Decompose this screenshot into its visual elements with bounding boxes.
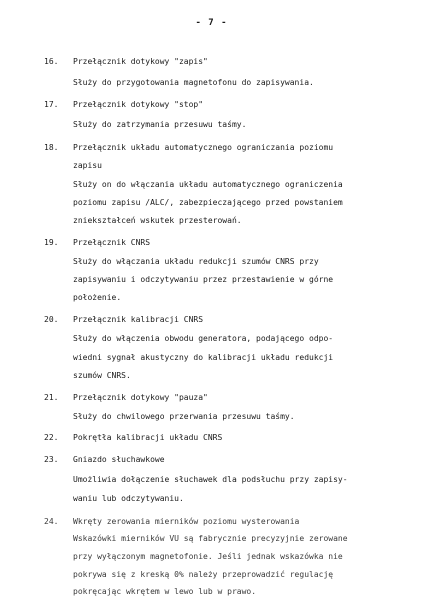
item-description-line: Służy do zatrzymania przesuwu taśmy. bbox=[73, 120, 247, 129]
item-title: Wkręty zerowania mierników poziomu wysterowania bbox=[73, 517, 300, 526]
page-number: - 7 - bbox=[195, 18, 228, 28]
item-description-line: Służy do przygotowania magnetofonu do zapisywania. bbox=[73, 78, 314, 87]
item-description-line: waniu lub odczytywaniu. bbox=[73, 494, 184, 503]
item-number: 23. bbox=[44, 455, 59, 464]
item-number: 18. bbox=[44, 143, 59, 152]
item-number: 21. bbox=[44, 393, 59, 402]
item-title: Pokrętła kalibracji układu CNRS bbox=[73, 433, 223, 442]
item-title: Przełącznik dotykowy "zapis" bbox=[73, 57, 208, 66]
item-description-line: Służy do włączania układu redukcji szumów CNRS przy bbox=[73, 257, 319, 266]
item-number: 20. bbox=[44, 315, 59, 324]
item-title: Przełącznik dotykowy "stop" bbox=[73, 100, 204, 109]
item-title: Przełącznik układu automatycznego ograniczania poziomu bbox=[73, 143, 334, 152]
item-number: 24. bbox=[44, 517, 59, 526]
item-description-line: wiedni sygnał akustyczny do kalibracji układu redukcji bbox=[73, 353, 334, 362]
item-number: 17. bbox=[44, 100, 59, 109]
item-description-line: poziomu zapisu /ALC/, zabezpieczającego przed powstaniem bbox=[73, 198, 343, 207]
item-description-line: zapisywaniu i odczytywaniu przez przestawienie w górne bbox=[73, 275, 334, 284]
item-description-line: pokrywa się z kreską 0% należy przeprowadzić regulację bbox=[73, 570, 334, 579]
item-description-line: Służy on do włączania układu automatycznego ograniczenia bbox=[73, 180, 343, 189]
item-title: Przełącznik kalibracji CNRS bbox=[73, 315, 204, 324]
item-title: Gniazdo słuchawkowe bbox=[73, 455, 165, 464]
item-number: 19. bbox=[44, 238, 59, 247]
item-description-line: szumów CNRS. bbox=[73, 371, 131, 380]
item-description-line: przy wyłączonym magnetofonie. Jeśli jednak wskazówka nie bbox=[73, 552, 343, 561]
item-description-line: zapisu bbox=[73, 161, 102, 170]
item-description-line: Wskazówki mierników VU są fabrycznie precyzyjnie zerowane bbox=[73, 534, 348, 543]
item-number: 16. bbox=[44, 57, 59, 66]
item-description-line: zniekształceń wskutek przesterowań. bbox=[73, 216, 242, 225]
item-description-line: pokręcając wkrętem w lewo lub w prawo. bbox=[73, 587, 257, 596]
item-title: Przełącznik dotykowy "pauza" bbox=[73, 393, 208, 402]
item-description-line: Służy do chwilowego przerwania przesuwu taśmy. bbox=[73, 412, 295, 421]
item-description-line: Umożliwia dołączenie słuchawek dla podsłuchu przy zapisy- bbox=[73, 475, 348, 484]
item-description-line: położenie. bbox=[73, 293, 122, 302]
item-title: Przełącznik CNRS bbox=[73, 238, 151, 247]
item-description-line: Służy do włączenia obwodu generatora, podającego odpo- bbox=[73, 334, 334, 343]
item-number: 22. bbox=[44, 433, 59, 442]
